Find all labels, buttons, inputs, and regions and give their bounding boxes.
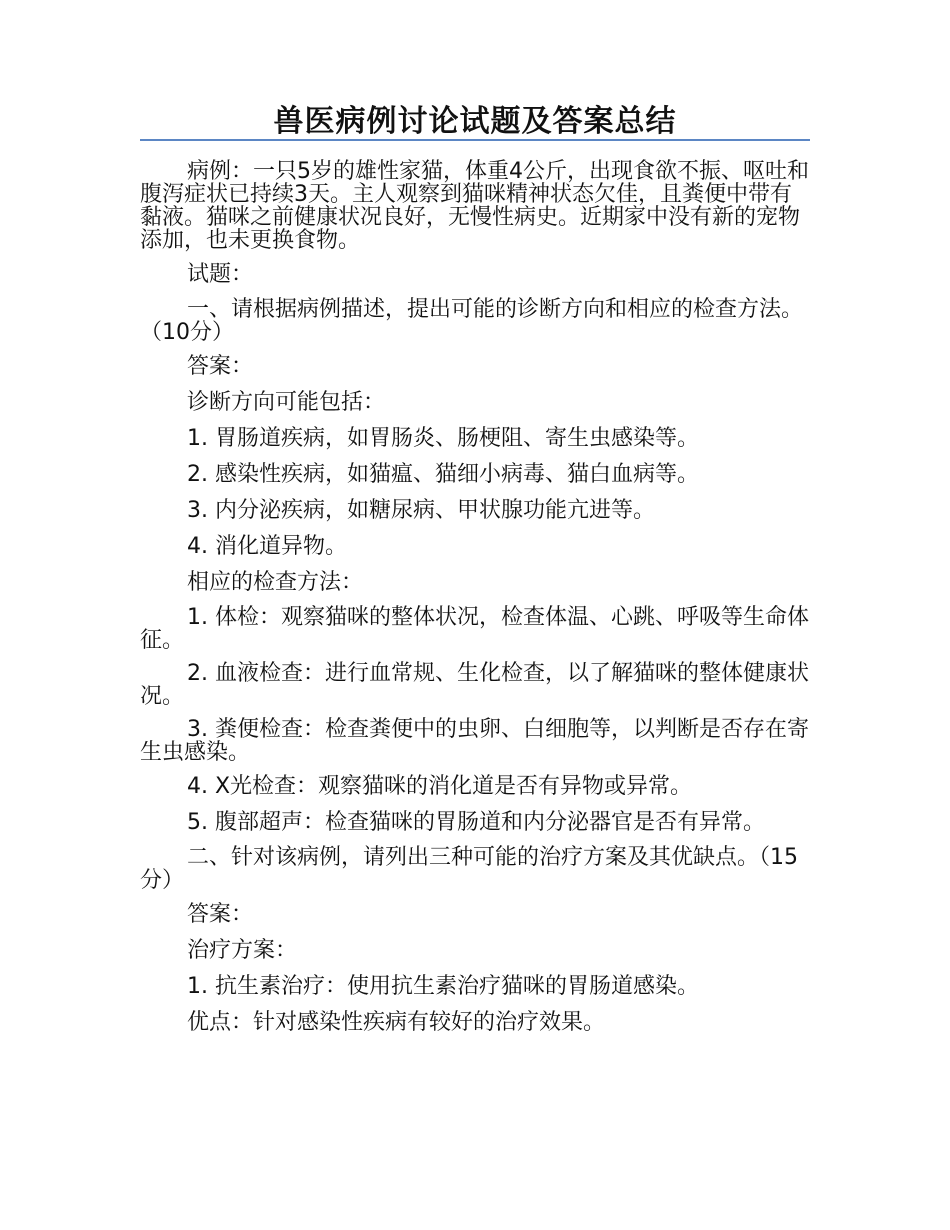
document-body [140,160,810,1046]
treatment-heading: 治疗方案： [187,938,298,963]
question-two: 二、针对该病例，请列出三种可能的治疗方案及其优缺点。（15分） [140,845,798,893]
diagnosis-item: 3. 内分泌疾病，如糖尿病、甲状腺功能亢进等。 [187,498,655,523]
exam-method-item: 2. 血液检查：进行血常规、生化检查，以了解猫咪的整体健康状况。 [140,661,809,709]
section-label-questions: 试题： [187,262,254,287]
exam-method-item: 4. X光检查：观察猫咪的消化道是否有异物或异常。 [187,774,693,799]
diagnosis-item: 2. 感染性疾病，如猫瘟、猫细小病毒、猫白血病等。 [187,462,699,487]
exam-method-item: 1. 体检：观察猫咪的整体状况，检查体温、心跳、呼吸等生命体征。 [140,605,809,653]
document-title: 兽医病例讨论试题及答案总结 [273,104,677,139]
exam-methods-heading: 相应的检查方法： [187,570,364,595]
diagnosis-item: 1. 胃肠道疾病，如胃肠炎、肠梗阻、寄生虫感染等。 [187,426,699,451]
diagnosis-item: 4. 消化道异物。 [187,534,347,559]
diagnosis-heading: 诊断方向可能包括： [187,390,386,415]
treatment-item: 1. 抗生素治疗：使用抗生素治疗猫咪的胃肠道感染。 [187,974,699,999]
exam-method-item: 5. 腹部超声：检查猫咪的胃肠道和内分泌器官是否有异常。 [187,810,765,835]
case-description: 病例：一只5岁的雄性家猫，体重4公斤，出现食欲不振、呕吐和腹泻症状已持续3天。主人观察到猫咪精神状态欠佳，且粪便中带有黏液。猫咪之前健康状况良好，无慢性病史。近期家中没有新的宠物添加，也未更换食物。 [140,159,809,253]
exam-method-item: 3. 粪便检查：检查粪便中的虫卵、白细胞等，以判断是否存在寄生虫感染。 [140,717,809,765]
question-one: 一、请根据病例描述，提出可能的诊断方向和相应的检查方法。（10分） [140,297,804,345]
answer-label: 答案： [187,354,254,379]
treatment-pros: 优点：针对感染性疾病有较好的治疗效果。 [187,1010,606,1035]
answer-label: 答案： [187,902,254,927]
title-underline [140,139,810,141]
